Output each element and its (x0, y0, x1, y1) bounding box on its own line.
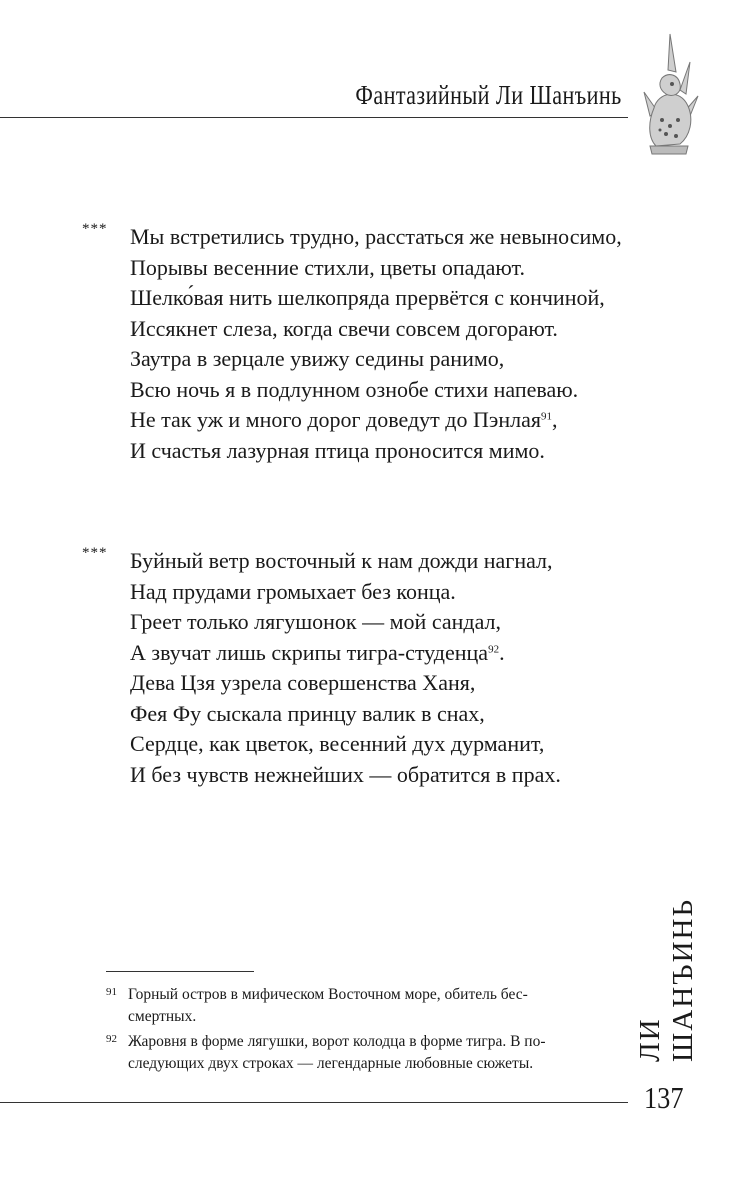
poem-stanza-1 (82, 222, 622, 466)
footnote-91: 91 Горный остров в мифическом Восточном море, обитель бес- смертных. (106, 984, 634, 1028)
footnote-text-continued: следующих двух строках — легендарные любовные сюжеты. (128, 1055, 534, 1072)
side-author-label: ЛИ ШАНЪИНЬ (634, 897, 699, 1062)
poem-line: Дева Цзя узрела совершенства Ханя, (130, 670, 476, 695)
poem-line: Заутра в зерцале увижу седины ранимо, (130, 346, 505, 371)
poem-line: Фея Фу сыскала принцу валик в снах, (130, 700, 485, 726)
poem-line: Иссякнет слеза, когда свечи совсем догорают. (130, 315, 558, 341)
poem-line: Над прудами громыхает без конца. (130, 578, 456, 604)
poem-line-text: Не так уж и много дорог доведут до Пэнлая (130, 407, 541, 432)
header-divider (0, 117, 628, 118)
footnote-divider (106, 971, 254, 972)
poem-line: Мы встретились трудно, расстаться же невыносимо, (130, 224, 622, 249)
footnote-text-continued: смертных. (128, 1008, 197, 1025)
poem-line: Порывы весенние стихли, цветы опадают. (130, 254, 525, 280)
poem-line-with-footnote (130, 638, 561, 669)
footnote-92: 92 Жаровня в форме лягушки, ворот колодца в форме тигра. В по- следующих двух строках — легендарные любовные сюжеты. (106, 1031, 634, 1075)
running-header-title: Фантазийный Ли Шанъинь (355, 80, 622, 110)
footer-divider (0, 1102, 628, 1103)
poem-line-with-footnote (130, 405, 622, 436)
footnote-text: Жаровня в форме лягушки, ворот колодца в форме тигра. В по- (128, 1033, 546, 1050)
poem-line: Шелко́вая нить шелкопряда прервётся с кончиной, (130, 285, 605, 310)
poem-line: Всю ночь я в подлунном ознобе стихи напеваю. (130, 376, 579, 402)
stanza-marker: *** (82, 545, 108, 561)
line-punctuation: . (499, 639, 505, 665)
footnote-text: Горный остров в мифическом Восточном море, обитель бес- (128, 986, 528, 1003)
line-punctuation: , (551, 407, 558, 432)
dragon-emblem-icon (632, 32, 706, 158)
poem-stanza-2 (82, 546, 561, 790)
poem-line: Буйный ветр восточный к нам дожди нагнал, (130, 548, 553, 573)
footnote-ref-92[interactable]: 92 (488, 642, 500, 655)
poem-line: И без чувств нежнейших — обратится в прах. (130, 761, 561, 787)
poem-line: И счастья лазурная птица проносится мимо. (130, 437, 545, 463)
poem-line: Сердце, как цветок, весенний дух дурманит, (130, 731, 545, 756)
stanza-marker: *** (82, 221, 108, 237)
poem-line: Греет только лягушонок — мой сандал, (130, 609, 502, 634)
page-number: 137 (644, 1080, 684, 1115)
poem-line-text: А звучат лишь скрипы тигра-студенца (130, 639, 489, 665)
footnote-ref-91[interactable]: 91 (540, 410, 552, 423)
